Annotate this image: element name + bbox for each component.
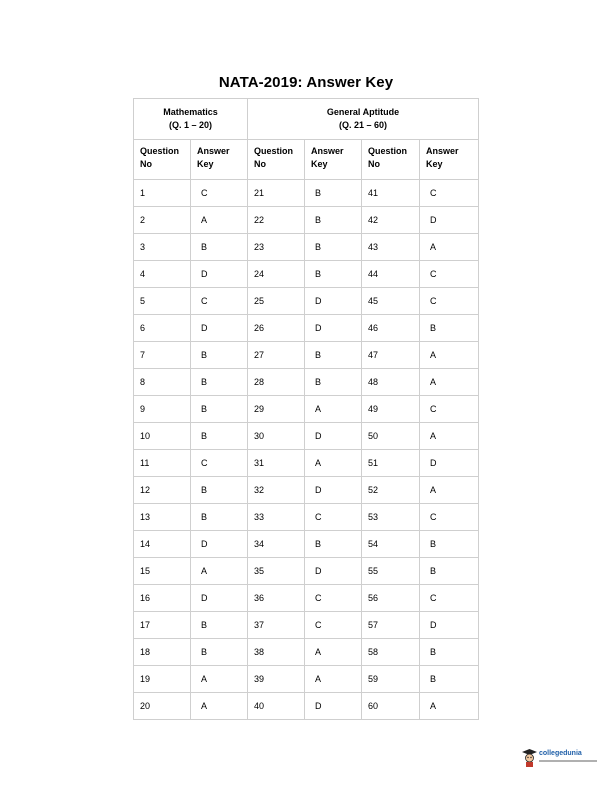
table-row: [134, 288, 479, 315]
question-number-cell: 33: [248, 504, 305, 531]
answer-key-cell: B: [305, 180, 362, 207]
answer-key-cell: B: [305, 234, 362, 261]
table-row: [134, 531, 479, 558]
table-row: [134, 396, 479, 423]
answer-key-cell: B: [305, 207, 362, 234]
table-row: [134, 207, 479, 234]
question-number-cell: 9: [134, 396, 191, 423]
question-number-cell: 22: [248, 207, 305, 234]
answer-key-cell: D: [191, 585, 248, 612]
answer-key-cell: A: [305, 639, 362, 666]
question-number-cell: 38: [248, 639, 305, 666]
table-row: [134, 369, 479, 396]
answer-key-cell: D: [305, 693, 362, 720]
answer-key-table: [133, 98, 479, 720]
question-number-cell: 3: [134, 234, 191, 261]
question-number-cell: 10: [134, 423, 191, 450]
question-number-cell: 37: [248, 612, 305, 639]
answer-key-cell: B: [305, 531, 362, 558]
answer-key-cell: B: [420, 558, 479, 585]
answer-key-cell: D: [420, 450, 479, 477]
answer-key-cell: A: [420, 693, 479, 720]
column-header-row: [134, 140, 479, 180]
question-number-cell: 11: [134, 450, 191, 477]
question-number-cell: 28: [248, 369, 305, 396]
answer-key-cell: B: [305, 369, 362, 396]
brand-logo: [522, 747, 598, 769]
answer-key-cell: D: [305, 558, 362, 585]
question-number-cell: 47: [362, 342, 420, 369]
question-number-cell: 39: [248, 666, 305, 693]
answer-key-cell: C: [191, 180, 248, 207]
answer-key-cell: B: [191, 504, 248, 531]
question-number-cell: 2: [134, 207, 191, 234]
question-number-cell: 49: [362, 396, 420, 423]
question-number-cell: 57: [362, 612, 420, 639]
question-number-cell: 5: [134, 288, 191, 315]
section-range: (Q. 21 – 60): [338, 120, 388, 130]
question-number-cell: 54: [362, 531, 420, 558]
table-row: [134, 477, 479, 504]
question-number-cell: 13: [134, 504, 191, 531]
question-number-cell: 19: [134, 666, 191, 693]
question-number-cell: 17: [134, 612, 191, 639]
column-header: Question No: [362, 140, 420, 180]
table-row: [134, 450, 479, 477]
question-number-cell: 45: [362, 288, 420, 315]
question-number-cell: 14: [134, 531, 191, 558]
question-number-cell: 35: [248, 558, 305, 585]
answer-key-cell: C: [420, 180, 479, 207]
answer-key-cell: A: [305, 450, 362, 477]
question-number-cell: 6: [134, 315, 191, 342]
answer-key-cell: A: [420, 342, 479, 369]
table-row: [134, 666, 479, 693]
answer-key-cell: D: [305, 477, 362, 504]
question-number-cell: 20: [134, 693, 191, 720]
question-number-cell: 53: [362, 504, 420, 531]
question-number-cell: 55: [362, 558, 420, 585]
section-header-row: [134, 99, 479, 140]
answer-key-cell: A: [420, 423, 479, 450]
answer-key-cell: B: [191, 612, 248, 639]
answer-key-cell: B: [191, 423, 248, 450]
question-number-cell: 30: [248, 423, 305, 450]
question-number-cell: 18: [134, 639, 191, 666]
question-number-cell: 41: [362, 180, 420, 207]
question-number-cell: 48: [362, 369, 420, 396]
question-number-cell: 4: [134, 261, 191, 288]
table-row: [134, 693, 479, 720]
question-number-cell: 31: [248, 450, 305, 477]
question-number-cell: 27: [248, 342, 305, 369]
answer-key-cell: B: [420, 639, 479, 666]
question-number-cell: 16: [134, 585, 191, 612]
answer-key-cell: A: [305, 396, 362, 423]
answer-key-cell: D: [305, 423, 362, 450]
table-row: [134, 234, 479, 261]
answer-key-cell: B: [420, 315, 479, 342]
answer-key-cell: A: [305, 666, 362, 693]
question-number-cell: 51: [362, 450, 420, 477]
table-row: [134, 180, 479, 207]
section-range: (Q. 1 – 20): [168, 120, 213, 130]
answer-key-cell: B: [191, 234, 248, 261]
answer-key-cell: A: [191, 207, 248, 234]
table-row: [134, 585, 479, 612]
question-number-cell: 60: [362, 693, 420, 720]
section-header-mathematics: [134, 99, 248, 140]
question-number-cell: 23: [248, 234, 305, 261]
question-number-cell: 58: [362, 639, 420, 666]
answer-key-cell: A: [420, 234, 479, 261]
section-title: General Aptitude: [326, 107, 400, 117]
answer-key-cell: A: [420, 477, 479, 504]
question-number-cell: 44: [362, 261, 420, 288]
answer-key-cell: C: [420, 504, 479, 531]
table-row: [134, 558, 479, 585]
answer-key-cell: C: [420, 288, 479, 315]
table-row: [134, 261, 479, 288]
question-number-cell: 46: [362, 315, 420, 342]
question-number-cell: 26: [248, 315, 305, 342]
table-row: [134, 315, 479, 342]
answer-key-cell: A: [191, 558, 248, 585]
question-number-cell: 43: [362, 234, 420, 261]
brand-name: collegedunia: [539, 750, 582, 757]
page-title: NATA-2019: Answer Key: [218, 74, 394, 91]
question-number-cell: 59: [362, 666, 420, 693]
table-row: [134, 504, 479, 531]
answer-key-cell: B: [191, 342, 248, 369]
answer-key-cell: D: [305, 288, 362, 315]
answer-key-cell: A: [191, 666, 248, 693]
answer-key-cell: A: [191, 693, 248, 720]
answer-key-cell: B: [420, 666, 479, 693]
column-header: Answer Key: [191, 140, 248, 180]
answer-key-cell: B: [305, 261, 362, 288]
answer-key-cell: D: [191, 315, 248, 342]
answer-key-cell: C: [305, 612, 362, 639]
answer-key-cell: B: [191, 396, 248, 423]
answer-key-cell: C: [420, 261, 479, 288]
answer-key-cell: C: [305, 585, 362, 612]
question-number-cell: 1: [134, 180, 191, 207]
answer-key-cell: A: [420, 369, 479, 396]
question-number-cell: 52: [362, 477, 420, 504]
answer-key-cell: D: [420, 612, 479, 639]
question-number-cell: 7: [134, 342, 191, 369]
table-row: [134, 423, 479, 450]
question-number-cell: 42: [362, 207, 420, 234]
question-number-cell: 24: [248, 261, 305, 288]
question-number-cell: 56: [362, 585, 420, 612]
question-number-cell: 12: [134, 477, 191, 504]
graduate-mascot-icon: [522, 749, 537, 767]
question-number-cell: 40: [248, 693, 305, 720]
table-row: [134, 612, 479, 639]
question-number-cell: 32: [248, 477, 305, 504]
brand-tagline: [539, 760, 597, 762]
answer-key-cell: B: [191, 477, 248, 504]
question-number-cell: 50: [362, 423, 420, 450]
answer-key-cell: D: [305, 315, 362, 342]
answer-key-cell: C: [420, 585, 479, 612]
section-title: Mathematics: [163, 107, 218, 117]
answer-key-cell: D: [191, 261, 248, 288]
answer-key-cell: B: [420, 531, 479, 558]
answer-key-cell: B: [305, 342, 362, 369]
question-number-cell: 29: [248, 396, 305, 423]
question-number-cell: 25: [248, 288, 305, 315]
column-header: Answer Key: [420, 140, 479, 180]
question-number-cell: 21: [248, 180, 305, 207]
question-number-cell: 8: [134, 369, 191, 396]
column-header: Answer Key: [305, 140, 362, 180]
answer-key-cell: C: [191, 450, 248, 477]
table-row: [134, 342, 479, 369]
answer-key-cell: D: [420, 207, 479, 234]
answer-key-cell: D: [191, 531, 248, 558]
answer-key-cell: B: [191, 639, 248, 666]
question-number-cell: 36: [248, 585, 305, 612]
table-row: [134, 639, 479, 666]
answer-key-cell: B: [191, 369, 248, 396]
question-number-cell: 15: [134, 558, 191, 585]
column-header: Question No: [134, 140, 191, 180]
answer-key-cell: C: [420, 396, 479, 423]
answer-key-cell: C: [305, 504, 362, 531]
question-number-cell: 34: [248, 531, 305, 558]
answer-key-cell: C: [191, 288, 248, 315]
section-header-general-aptitude: [248, 99, 479, 140]
column-header: Question No: [248, 140, 305, 180]
